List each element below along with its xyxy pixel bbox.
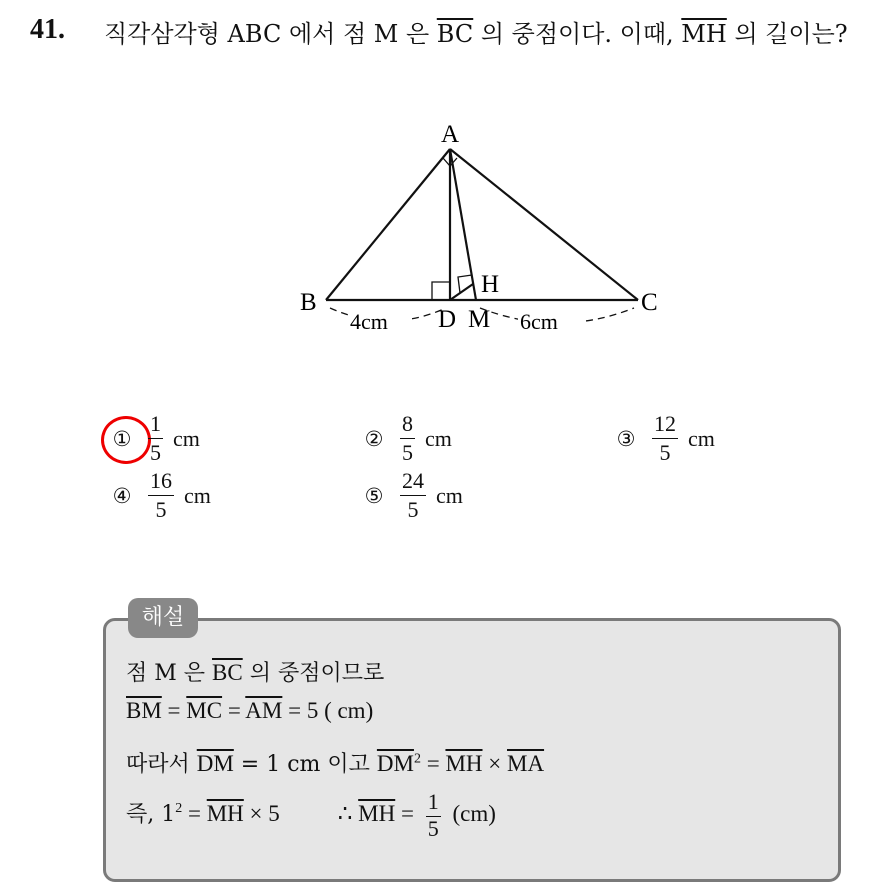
- triangle-figure: [290, 112, 690, 342]
- question-text-part: 직각삼각형 ABC 에서 점 M 은: [104, 20, 437, 48]
- choice-unit: cm: [173, 425, 200, 451]
- label-d: D: [438, 306, 457, 333]
- choice-unit: cm: [425, 425, 452, 451]
- solution-line-1: 점 M 은 $\overline{BC}$ 의 중점이므로: [126, 660, 385, 686]
- solution-line-4: 즉, $1^2 = \overline{MH} \times 5$ ∴ $\overline{MH}$ = $\frac{1}{5}$ (cm): [126, 789, 496, 841]
- edge-ac: [450, 149, 638, 300]
- choice-unit: cm: [184, 482, 211, 508]
- choice-unit: cm: [688, 425, 715, 451]
- segment-mh: $\overline{MH}$: [681, 20, 727, 48]
- choice-marker: ①: [112, 426, 132, 451]
- solution-tag: 해설: [128, 598, 198, 638]
- choice-fraction: $\frac{16}{5}$: [150, 468, 172, 522]
- choice-marker: ④: [112, 483, 132, 508]
- solution-fraction: $\frac{1}{5}$: [427, 789, 439, 841]
- choice-fraction: $\frac{1}{5}$: [150, 411, 161, 465]
- question-number: 41.: [30, 14, 65, 45]
- label-bd-length: 4cm: [350, 309, 388, 334]
- label-b: B: [300, 289, 317, 316]
- choice-4[interactable]: [110, 469, 211, 522]
- question-text-part: 의 중점이다. 이때,: [473, 20, 682, 48]
- choice-fraction: $\frac{24}{5}$: [402, 468, 424, 522]
- choice-1[interactable]: [110, 412, 200, 465]
- label-h: H: [481, 271, 500, 298]
- choice-5[interactable]: [362, 469, 463, 522]
- question-text-part: 의 길이는?: [726, 20, 848, 48]
- choice-fraction: $\frac{12}{5}$: [654, 411, 676, 465]
- choice-fraction: $\frac{8}{5}$: [402, 411, 413, 465]
- median-am: [450, 149, 476, 300]
- segment-bc: $\overline{BC}$: [436, 20, 474, 48]
- choice-2[interactable]: [362, 412, 452, 465]
- solution-line-3: 따라서 $\overline{DM} = 1$ cm 이고 $\overline{DM}^2 = \overline{MH} \times \overline{MA}$: [126, 751, 545, 777]
- choice-unit: cm: [436, 482, 463, 508]
- solution-line-2: $\overline{BM} = \overline{MC} = \overline{AM} = 5$ ( cm): [126, 698, 374, 723]
- question-text: [104, 14, 874, 54]
- edge-ab: [326, 149, 450, 300]
- choice-marker: ③: [616, 426, 636, 451]
- label-c: C: [641, 289, 658, 316]
- perpendicular-dh: [450, 284, 473, 300]
- right-angle-mark-d: [432, 282, 450, 300]
- choice-marker: ②: [364, 426, 384, 451]
- label-a: A: [441, 121, 460, 148]
- choice-marker: ⑤: [364, 483, 384, 508]
- label-mc-length: 6cm: [520, 309, 558, 334]
- choice-3[interactable]: [614, 412, 715, 465]
- label-m: M: [468, 306, 491, 333]
